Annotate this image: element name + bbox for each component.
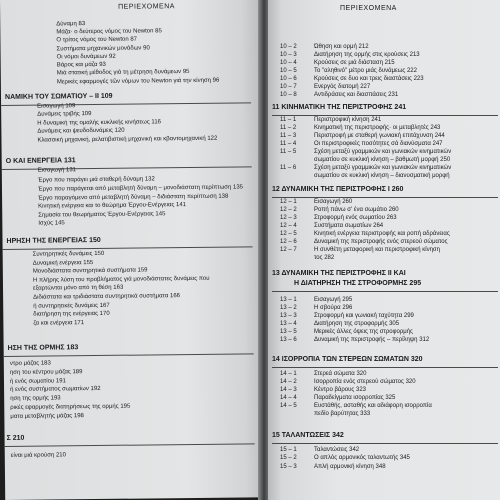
entry-page-number: 250 [440,157,451,163]
entry-page-number: 141 [176,202,187,209]
section-rule [3,246,253,250]
entry-page-number: 109 [65,103,76,110]
entry-page-number: 222 [406,68,417,74]
entry-page-number: 167 [99,302,110,309]
entry-title: Εισαγωγή [37,167,65,174]
entry-page-number: 212 [358,44,369,50]
entry-title: Κρούσεις σε δυο και τρεις διαστάσεις [314,76,412,82]
entry-page-number: 90 [143,45,150,52]
entry-title: ή συντηρητικές δυνάμεις [33,302,99,310]
entry-title: Κινητική ενέργεια περιστροφής και ροπή αδράνειας [314,231,450,237]
entry-title: Εισαγωγή [314,297,341,303]
entry-title: Εισαγωγή [37,103,64,110]
left-section-title [8,344,79,353]
section-page-number: 295 [409,280,422,287]
section-title-text: ΝΑΜΙΚΗ ΤΟΥ ΣΩΜΑΤΙΟΥ – II [4,92,99,101]
entry-page-number: 325 [385,395,396,401]
entry-page-number: 295 [342,297,353,303]
entry-page-number: 312 [419,337,430,343]
entry-number: 11 – 4 [280,141,297,147]
entry-title: διατήρηση της ενέργειας [33,310,99,318]
entry-title: ντρο μάζας [9,360,40,367]
entry-title: Συστήματα σωματίων [314,223,372,229]
entry-title: Αντιδράσεις και διασπάσεις [314,92,387,98]
toc-entry [280,455,410,462]
entry-title: Συντηρητικές δυνάμεις [32,251,93,258]
entry-number: 10 – 6 [280,76,297,82]
section-number: 13 [272,270,280,277]
entry-title: Η συνθέτη μεταφορική και περιστροφική κίνηση [314,247,440,253]
entry-title: Κινητική ενέργεια και το θεώρημα Έργου-Ενέργειας [38,202,175,210]
toc-entry [57,54,116,62]
entry-number: 10 – 3 [280,52,297,58]
entry-page-number: 195 [120,403,131,410]
entry-title: Δυνάμεις και ψευδοδυνάμεις [37,127,113,135]
entry-title: Εισαγωγή [314,199,341,205]
entry-title: Παραδείγματα ισορροπίας [314,395,384,401]
toc-entry [280,231,450,238]
entry-title: Ισχύς [38,220,54,227]
left-section-title [6,157,76,166]
toc-entry [280,215,397,222]
toc-entry [280,223,383,230]
entry-number: 10 – 4 [280,60,297,66]
entry-page-number: 120 [114,127,125,134]
toc-entry [33,260,94,268]
entry-title: Μονοδιάστατα συντηρητικά συστήματα [32,267,136,275]
entry-title: ή ενός σωματίου [9,378,55,385]
toc-entry [280,395,395,402]
entry-page-number: 263 [386,215,397,221]
entry-page-number: 193 [50,395,61,402]
entry-number: 12 – 1 [280,199,297,205]
entry-title: Περιστροφική κίνηση [314,117,370,123]
toc-entry [280,305,352,312]
entry-page-number: 83 [78,21,86,28]
entry-page-number: 131 [65,167,77,174]
entry-number: 13 – 3 [280,313,297,319]
entry-title: Βάρος και μάζα [56,61,98,69]
entry-number: 12 – 2 [280,207,297,213]
entry-title: Ενεργός διατομή [314,84,359,90]
entry-title: Έργο που παράγει μιά σταθερή δύναμη [37,176,144,184]
entry-title: Περιστροφή με σταθερή γωνιακή επιτάχυνση [314,133,434,139]
section-number: 14 [272,356,280,363]
toc-entry [280,60,395,67]
toc-entry [280,84,370,91]
section-title-text: ΤΑΛΑΝΤΩΣΕΙΣ [281,432,331,439]
section-title-text: ΔΥΝΑΜΙΚΗ ΤΗΣ ΠΕΡΙΣΤΡΟΦΗΣ Ι [281,186,390,193]
toc-entry [38,202,186,211]
entry-title: Κρούσεις σε μιά διάσταση [314,60,383,66]
toc-entry [10,404,130,412]
toc-entry [10,360,51,367]
entry-title: Σημασία του θεωρήματος Έργου-Ενέργειας [38,211,154,219]
section-page-number: 131 [63,157,76,165]
entry-page-number: 215 [384,60,395,66]
entry-page-number: 189 [72,369,83,376]
entry-page-number: 138 [218,193,229,200]
toc-entry [11,452,66,460]
toc-entry [280,44,369,51]
toc-entry [280,141,443,148]
entry-number: 10 – 7 [280,84,297,90]
entry-page-number: 260 [342,199,353,205]
entry-number: 15 – 3 [280,464,297,470]
entry-page-number: 92 [108,53,116,60]
toc-entry [33,320,84,328]
entry-number: 10 – 2 [280,44,297,50]
toc-entry [280,411,370,418]
entry-number: 15 – 1 [280,447,297,453]
entry-title: Ισορροπία ενός στερεού σώματος [314,379,404,385]
right-section-title [294,280,421,288]
toc-entry [10,386,101,394]
toc-entry [280,387,366,394]
entry-title: Σχέση μεταξύ γραμμικών και γωνιακών κινηματικών [314,165,452,171]
entry-title: σωματίου σε κυκλική κίνηση – βαθμωτή μορφή [314,157,439,163]
entry-page-number: 145 [155,211,166,218]
entry-number: 13 – 6 [280,337,297,343]
entry-title: Ροπή πάνω σ' ένα σωμάτιο [314,207,387,213]
right-section-title [272,432,344,440]
section-title-text: ΙΣΟΡΡΟΠΙΑ ΤΩΝ ΣΤΕΡΕΩΝ ΣΩΜΑΤΩΝ [281,356,409,363]
entry-title: Κέντρο βάρους [314,387,355,393]
toc-entry [280,247,440,254]
section-title-text: Ο ΚΑΙ ΕΝΕΡΓΕΙΑ [5,157,63,165]
entry-page-number: 282 [324,255,335,261]
toc-entry [280,255,334,262]
entry-number: 12 – 5 [280,231,297,237]
toc-entry [33,311,109,319]
entry-title: ζα και ενέργεια [33,320,73,327]
toc-entry [57,69,190,77]
entry-page-number: 260 [388,207,399,213]
toc-entry [280,157,450,164]
left-section-title [6,237,100,246]
entry-number: 12 – 3 [280,215,297,221]
toc-entry [280,403,432,410]
toc-entry [10,413,84,421]
entry-title: Δυνάμεις τριβής [37,111,80,118]
entry-title: Μάζα· ο δεύτερος νόμος του Newton [56,28,154,36]
left-section-title [5,93,113,102]
entry-title: Ευστάθής, ασταθής και αδιάφορη ισορροπία [314,403,432,409]
toc-entry [280,173,450,180]
entry-number: 10 – 8 [280,92,297,98]
entry-page-number: 231 [388,92,399,98]
toc-entry [37,128,124,136]
entry-number: 12 – 7 [280,247,297,253]
entry-number: 13 – 1 [280,297,297,303]
section-title-text: ΗΣΗ ΤΗΣ ΟΡΜΗΣ [7,344,65,352]
toc-entry [38,184,243,193]
entry-number: 14 – 5 [280,403,297,409]
entry-page-number: 163 [113,284,124,291]
toc-entry [280,117,381,124]
section-page-number: 150 [89,236,101,245]
entry-number: 11 – 5 [280,149,297,155]
entry-title: Δύναμη [56,21,77,28]
toc-entry [10,369,83,377]
toc-entry [280,329,413,336]
entry-page-number: 116 [151,119,162,126]
entry-page-number: 243 [430,125,441,131]
toc-entry [37,103,75,110]
entry-page-number: 150 [94,250,105,258]
entry-title: Διδιάστατα και τριδιάστατα συντηρητικά συστήματα [33,293,169,301]
section-title-text: ΚΙΝΗΜΑΤΙΚΗ ΤΗΣ ΠΕΡΙΣΤΡΟΦΗΣ [281,104,393,111]
entry-title: Μερικές εφαρμογές τῶν νόμων του Newton γιά την κίνηση [56,77,212,86]
entry-page-number: 135 [232,184,244,191]
toc-entry [280,76,424,83]
entry-title: Οι περιστροφικές ποσότητες σά διανύσματα [314,141,431,147]
entry-page-number: 87 [130,36,138,43]
entry-page-number: 109 [81,111,92,118]
toc-entry [280,239,448,246]
entry-page-number: 227 [360,84,371,90]
toc-entry [56,45,149,53]
entry-number: 14 – 4 [280,395,297,401]
entry-page-number: 223 [413,76,424,82]
entry-title: Διατήρηση της ορμής στις κρούσεις [314,52,408,58]
toc-entry [280,464,386,471]
toc-entry [280,52,420,59]
toc-entry [56,21,85,28]
toc-entry [10,378,66,386]
entry-title: ματα μεταβλητής μάζας [10,413,73,420]
section-page-number: 109 [100,92,113,100]
section-page-number: 320 [410,356,423,363]
entry-number: 11 – 3 [280,133,297,139]
toc-entry [280,207,399,214]
entry-page-number: 210 [55,452,66,459]
entry-title: ρικές εφαρμογές διατηρήσεως της ορμής [10,403,119,411]
entry-title: Ο απλός αρμονικός ταλαντωτής [314,455,399,461]
entry-page-number: 247 [432,141,443,147]
toc-entry [280,125,440,132]
toc-entry [37,119,161,127]
toc-entry [56,28,162,36]
entry-number: 12 – 6 [280,239,297,245]
entry-page-number: 323 [355,387,366,393]
section-page-number: 342 [332,432,344,439]
right-section-title [272,270,406,278]
right-section-title [272,186,403,194]
toc-entry [33,267,148,275]
entry-page-number: 320 [356,371,367,377]
section-page-number: 260 [391,186,404,193]
toc-entry [280,68,417,75]
section-title-text: Σ [6,434,11,442]
toc-entry [280,165,451,172]
entry-title: Η πλήρης λύση του προβλήματος γιά μονοδιάστατες δυνάμεις που [32,275,210,284]
toc-entry [33,276,210,285]
toc-entry [56,37,137,45]
entry-title: Η δυναμική της ομαλής κυκλικής κινήσεως [37,119,150,127]
entry-page-number: 96 [212,77,220,84]
entry-page-number: 171 [74,320,85,327]
entry-title: Η σβούρα [314,305,341,311]
toc-entry [33,285,123,293]
entry-title: Μερικές άλλες όψεις της στροφορμής [314,329,413,335]
entry-title: Στροφορμή ενός σωματίου [314,215,385,221]
entry-title: σωματίου σε κυκλική κίνηση – διανυσματική μορφή [314,173,450,179]
toc-entry [37,111,91,119]
entry-title: Δυναμική ενέργεια [32,260,82,267]
section-page-number: 210 [12,434,25,442]
toc-entry [280,321,399,328]
section-rule [4,353,254,357]
right-section-title [272,104,406,112]
entry-number: 14 – 1 [280,371,297,377]
entry-page-number: 132 [144,176,155,183]
section-page-number: 241 [394,104,407,111]
toc-entry [280,133,445,140]
entry-page-number: 348 [375,464,386,470]
entry-page-number: 166 [169,293,181,300]
toc-entry [38,220,64,227]
toc-entry [57,78,220,87]
entry-title: Στροφορμή και γωνιακή ταχύτητα [314,313,403,319]
entry-number: 15 – 2 [280,455,297,461]
toc-entry [280,337,429,344]
entry-page-number: 192 [90,385,101,393]
toc-entry [280,297,352,304]
entry-number: 14 – 3 [280,387,297,393]
entry-number: 13 – 5 [280,329,297,335]
toc-entry [280,371,366,378]
entry-number: 11 – 1 [280,117,297,123]
entry-title: Διατήρηση της στροφορμής [314,321,388,327]
entry-title: ή ενός συστήματος σωματίων [10,386,89,393]
left-section-title [7,435,25,443]
section-rule [272,291,498,292]
entry-title: Το "αληθινό" μέτρο μιάς δυνάμεως [314,68,406,74]
left-page-header: ΠΕΡΙΕΧΟΜΕΝΑ [118,3,175,11]
entry-page-number: 145 [54,220,65,227]
entry-page-number: 198 [73,413,84,420]
entry-page-number: 183 [40,360,51,367]
entry-title: Στερεά σώματα [314,371,355,377]
entry-page-number: 345 [399,455,410,461]
right-section-title [272,356,423,364]
entry-page-number: 244 [434,133,445,139]
entry-title: Ώθηση και ορμή [314,44,357,50]
entry-page-number: 333 [360,411,371,417]
entry-page-number: 93 [99,61,106,68]
entry-page-number: 241 [371,117,382,123]
toc-entry [280,149,451,156]
section-rule [272,443,498,444]
entry-page-number: 264 [373,223,384,229]
entry-page-number: 159 [137,267,148,274]
entry-title: Μιά στατική μέθοδος γιά τη μέτρηση δυνάμεων [56,69,182,77]
entry-page-number: 320 [405,379,416,385]
toc-entry [280,379,416,386]
entry-title: ηση του κέντρου μάζας [9,369,71,376]
toc-entry [57,62,106,70]
toc-entry [280,199,352,206]
section-title-text: ΗΡΗΣΗ ΤΗΣ ΕΝΕΡΓΕΙΑΣ [6,237,88,245]
toc-entry [33,251,105,259]
toc-entry [280,447,359,454]
toc-entry [38,167,76,174]
entry-title: Σχέση μεταξύ γραμμικών και γωνιακών κινηματικών [314,149,452,155]
toc-entry [38,176,155,184]
entry-page-number: 170 [99,310,110,317]
section-number: 12 [272,186,280,193]
entry-title: Οι νόμοι δυνάμεων [56,53,108,61]
entry-number: 10 – 5 [280,68,297,74]
entry-page-number: 342 [349,447,360,453]
entry-title: τος [314,255,323,261]
entry-title: Κλασσική μηχανική, ρελατιβιστική μηχανική και κβαντομηχανική [37,135,206,144]
entry-title: Ταλαντώσεις [314,447,348,453]
entry-title: Κινηματική της περιστροφής· οι μεταβλητές [314,125,429,131]
entry-title: εξαρτώνται μόνο από τη θέση [32,284,112,292]
section-number: 11 [272,104,280,111]
section-rule [272,367,498,368]
section-number: 15 [272,432,280,439]
entry-page-number: 122 [207,135,218,142]
right-page [268,0,500,500]
section-rule [272,197,498,198]
entry-title: είναι μιά κρούση [10,452,55,459]
entry-page-number: 296 [342,305,353,311]
section-rule [5,443,255,447]
toc-entry [37,136,217,145]
entry-title: ηση της ορμής [10,395,49,402]
section-title-text: ΔΥΝΑΜΙΚΗ ΤΗΣ ΠΕΡΙΣΤΡΟΦΗΣ ΙΙ ΚΑΙ [281,270,406,277]
toc-entry [38,194,228,203]
toc-entry [280,92,398,99]
entry-number: 14 – 2 [280,379,297,385]
entry-title: Έργο που παράγεται από μεταβλητή δύναμη – μονοδιάστατη περίπτωση [37,184,232,193]
entry-number: 12 – 4 [280,223,297,229]
right-page-header: ΠΕΡΙΕΧΟΜΕΝΑ [340,5,397,12]
entry-title: Απλή αρμονική κίνηση [314,464,374,470]
toc-entry [10,395,61,403]
entry-title: πεδίο βαρύτητας [314,411,359,417]
entry-title: Έργο παραγόμενο από μεταβλητή δύναμη – διδιάστατη περίπτωση [38,193,217,202]
entry-page-number: 95 [182,69,190,76]
entry-title: Δυναμική της περιστροφής ενός στερεού σώματος [314,239,448,245]
entry-number: 13 – 2 [280,305,297,311]
entry-page-number: 155 [83,260,94,267]
entry-page-number: 191 [55,378,66,385]
entry-number: 13 – 4 [280,321,297,327]
section-page-number: 183 [66,344,79,352]
entry-title: Συστήματα μηχανικών μονάδων [56,45,142,53]
toc-entry [38,211,165,219]
entry-page-number: 299 [403,313,414,319]
section-title-text: Η ΔΙΑΤΗΡΗΣΗ ΤΗΣ ΣΤΡΟΦΟΡΜΗΣ [294,280,408,287]
entry-number: 11 – 2 [280,125,297,131]
entry-page-number: 305 [389,321,400,327]
toc-entry [280,313,414,320]
entry-title: Δυναμική της περιστροφής – περίληψη [314,337,418,343]
entry-number: 11 – 6 [280,165,297,171]
entry-page-number: 85 [155,28,162,35]
entry-page-number: 213 [409,52,420,58]
toc-entry [33,303,110,311]
toc-entry [33,293,180,302]
section-rule [272,115,498,116]
entry-title: Ο τρίτος νόμος του Newton [56,36,129,44]
